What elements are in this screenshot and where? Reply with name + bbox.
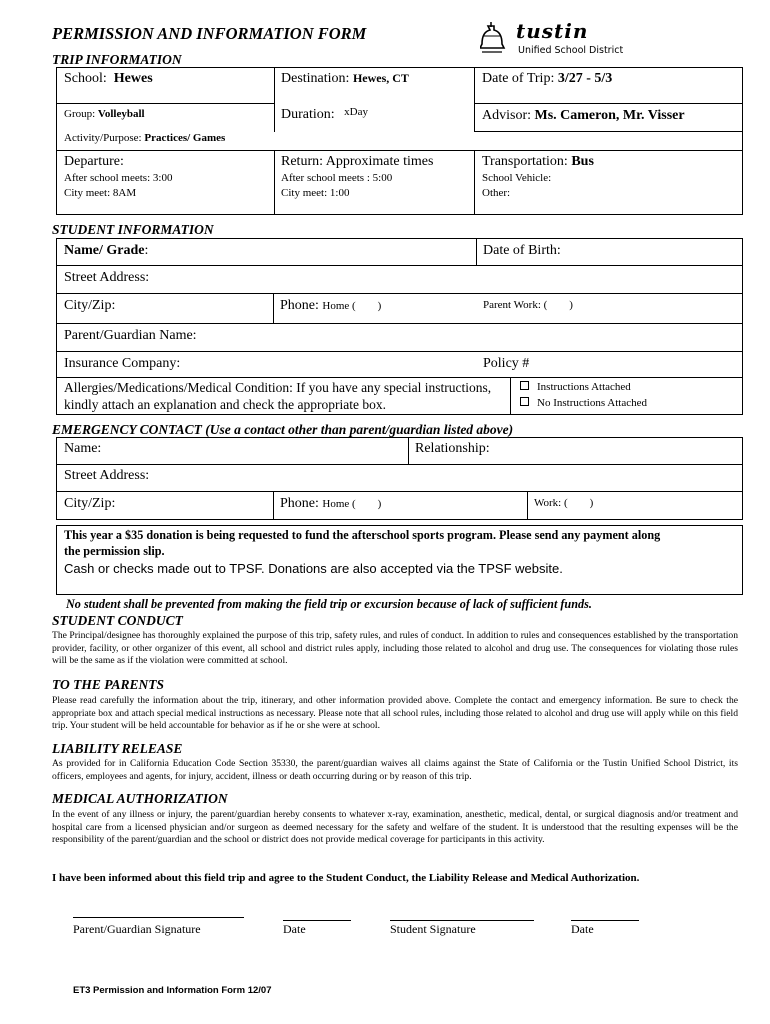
parent-signature-line[interactable] [73, 917, 244, 918]
date1-line[interactable] [283, 920, 351, 921]
to-parents-text: Please read carefully the information about the trip, itinerary, and other information provided above. Complete the contact and emergency information. Be sure to check the appropriate box and attach special medical instructions as necessary. Please note that all school rules, including those related to alcohol and drug use will apply while on this field trip. Your student will be held accountable for behavior as if he or she were at school. [52, 695, 738, 732]
guardian-name-field[interactable]: Parent/Guardian Name: [64, 328, 197, 343]
destination-field[interactable] [281, 71, 409, 86]
date1-label: Date [283, 922, 306, 936]
emergency-name-field[interactable]: Name: [64, 441, 102, 456]
transportation-value: Bus [571, 154, 594, 169]
medical-heading: MEDICAL AUTHORIZATION [52, 791, 228, 806]
name-grade-colon: : [144, 243, 149, 258]
student-conduct-text: The Principal/designee has thoroughly explained the purpose of this trip, safety rules, and rules of conduct. In addition to rules and consequences established by the transportation provider, facility, or other organizer of this event, all school and district rules apply, including those related to alcohol and drug use. The consequences for violating those rules will be the same as if the violation were committed at school. [52, 630, 738, 667]
return-label: Return: Approximate times [281, 154, 434, 169]
phone-label: Phone: [280, 298, 319, 313]
school-field[interactable] [64, 71, 153, 86]
emergency-phone-field[interactable] [280, 496, 381, 511]
activity-field[interactable] [64, 132, 225, 144]
parent-work-field[interactable]: Parent Work: ( ) [483, 299, 573, 311]
form-footer: ET3 Permission and Information Form 12/07 [73, 985, 272, 996]
student-signature-line[interactable] [390, 920, 534, 921]
agreement-statement: I have been informed about this field trip and agree to the Student Conduct, the Liability Release and Medical Authorization. [52, 872, 640, 884]
logo-subtitle: Unified School District [518, 45, 624, 56]
relationship-field[interactable]: Relationship: [415, 441, 490, 456]
group-value: Volleyball [97, 108, 145, 120]
date-of-trip-label: Date of Trip: [482, 71, 555, 86]
emergency-street-field[interactable]: Street Address: [64, 468, 150, 483]
name-grade-label: Name/ Grade [64, 243, 145, 258]
duration-value: xDay [344, 106, 368, 118]
group-label: Group: [64, 108, 96, 120]
parent-signature-label: Parent/Guardian Signature [73, 922, 201, 936]
school-label: School: [64, 71, 107, 86]
checkbox-icon[interactable] [520, 397, 529, 406]
liability-heading: LIABILITY RELEASE [52, 741, 183, 756]
phone-home: Home ( ) [322, 300, 382, 312]
date-of-trip-value: 3/27 - 5/3 [557, 71, 613, 86]
donation-bold-line2: the permission slip. [64, 544, 165, 558]
donation-payment-line: Cash or checks made out to TPSF. Donations are also accepted via the TPSF website. [64, 561, 563, 576]
logo-wordmark: tustin [516, 19, 589, 43]
date2-label: Date [571, 922, 594, 936]
option2-label: No Instructions Attached [537, 397, 647, 409]
destination-value: Hewes, CT [352, 71, 409, 85]
emergency-contact-heading: EMERGENCY CONTACT (Use a contact other than parent/guardian listed above) [52, 422, 514, 437]
return-line2: City meet: 1:00 [281, 187, 350, 199]
activity-label: Activity/Purpose: [64, 132, 142, 144]
emergency-work-field[interactable]: Work: ( ) [534, 497, 594, 509]
street-address-field[interactable]: Street Address: [64, 270, 150, 285]
date-of-birth-field[interactable]: Date of Birth: [483, 243, 561, 258]
instructions-attached-option[interactable] [520, 381, 631, 393]
advisor-label: Advisor: [482, 108, 531, 123]
district-logo [480, 19, 665, 65]
transportation-field[interactable] [482, 154, 594, 169]
activity-value: Practices/ Games [144, 132, 226, 144]
to-parents-heading: TO THE PARENTS [52, 677, 165, 692]
destination-label: Destination: [281, 71, 350, 86]
emergency-phone-label: Phone: [280, 496, 319, 511]
name-grade-field[interactable] [64, 243, 148, 258]
emergency-city-zip-field[interactable]: City/Zip: [64, 496, 116, 511]
school-value: Hewes [113, 71, 153, 86]
form-title: PERMISSION AND INFORMATION FORM [52, 24, 367, 43]
departure-line1: After school meets: 3:00 [64, 172, 173, 184]
allergies-line1: Allergies/Medications/Medical Condition: If you have any special instructions, [64, 380, 492, 395]
donation-bold-line1: This year a $35 donation is being requested to fund the afterschool sports program. Please send any payment along [64, 528, 661, 542]
city-zip-field[interactable]: City/Zip: [64, 298, 116, 313]
emergency-contact-box [56, 437, 743, 520]
departure-label: Departure: [64, 154, 124, 169]
return-line1: After school meets : 5:00 [281, 172, 393, 184]
other-transport-label: Other: [482, 187, 511, 199]
student-conduct-heading: STUDENT CONDUCT [52, 613, 183, 628]
date-of-trip-field[interactable] [482, 71, 612, 86]
student-signature-label: Student Signature [390, 922, 476, 936]
student-phone-field[interactable] [280, 298, 381, 313]
option1-label: Instructions Attached [537, 381, 631, 393]
school-vehicle-label: School Vehicle: [482, 172, 552, 184]
duration-field[interactable] [281, 107, 368, 122]
medical-text: In the event of any illness or injury, the parent/guardian hereby consents to whatever x-ray, examination, anesthetic, medical, dental, or surgical diagnosis and/or treatment and hospital care from a licensed physician and/or surgeon as deemed necessary for the safety and welfare of the student. It is understood that the resulting expenses will be the responsibility of the parent/guardian and the school or district does not provide medical coverage for participants in this activity. [52, 809, 738, 846]
advisor-field[interactable] [482, 108, 685, 123]
transportation-label: Transportation: [482, 154, 568, 169]
duration-label: Duration: [281, 107, 335, 122]
no-instructions-option[interactable] [520, 397, 647, 409]
departure-line2: City meet: 8AM [64, 187, 137, 199]
date2-line[interactable] [571, 920, 639, 921]
insurance-company-field[interactable]: Insurance Company: [64, 356, 181, 371]
liability-text: As provided for in California Education Code Section 35330, the parent/guardian waives all claims against the State of California or the Tustin Unified School District, its officers, employees and agents, for injury, accident, illness or death occurring during or by reason of this trip. [52, 758, 738, 782]
funds-notice: No student shall be prevented from making the field trip or excursion because of lack of sufficient funds. [66, 597, 592, 611]
policy-number-field[interactable]: Policy # [483, 356, 530, 371]
group-field[interactable] [64, 108, 145, 120]
student-info-heading: STUDENT INFORMATION [52, 222, 214, 237]
emergency-phone-home: Home ( ) [322, 498, 382, 510]
advisor-value: Ms. Cameron, Mr. Visser [534, 108, 685, 123]
checkbox-icon[interactable] [520, 381, 529, 390]
trip-info-heading: TRIP INFORMATION [52, 52, 182, 67]
allergies-line2: kindly attach an explanation and check the appropriate box. [64, 397, 387, 412]
